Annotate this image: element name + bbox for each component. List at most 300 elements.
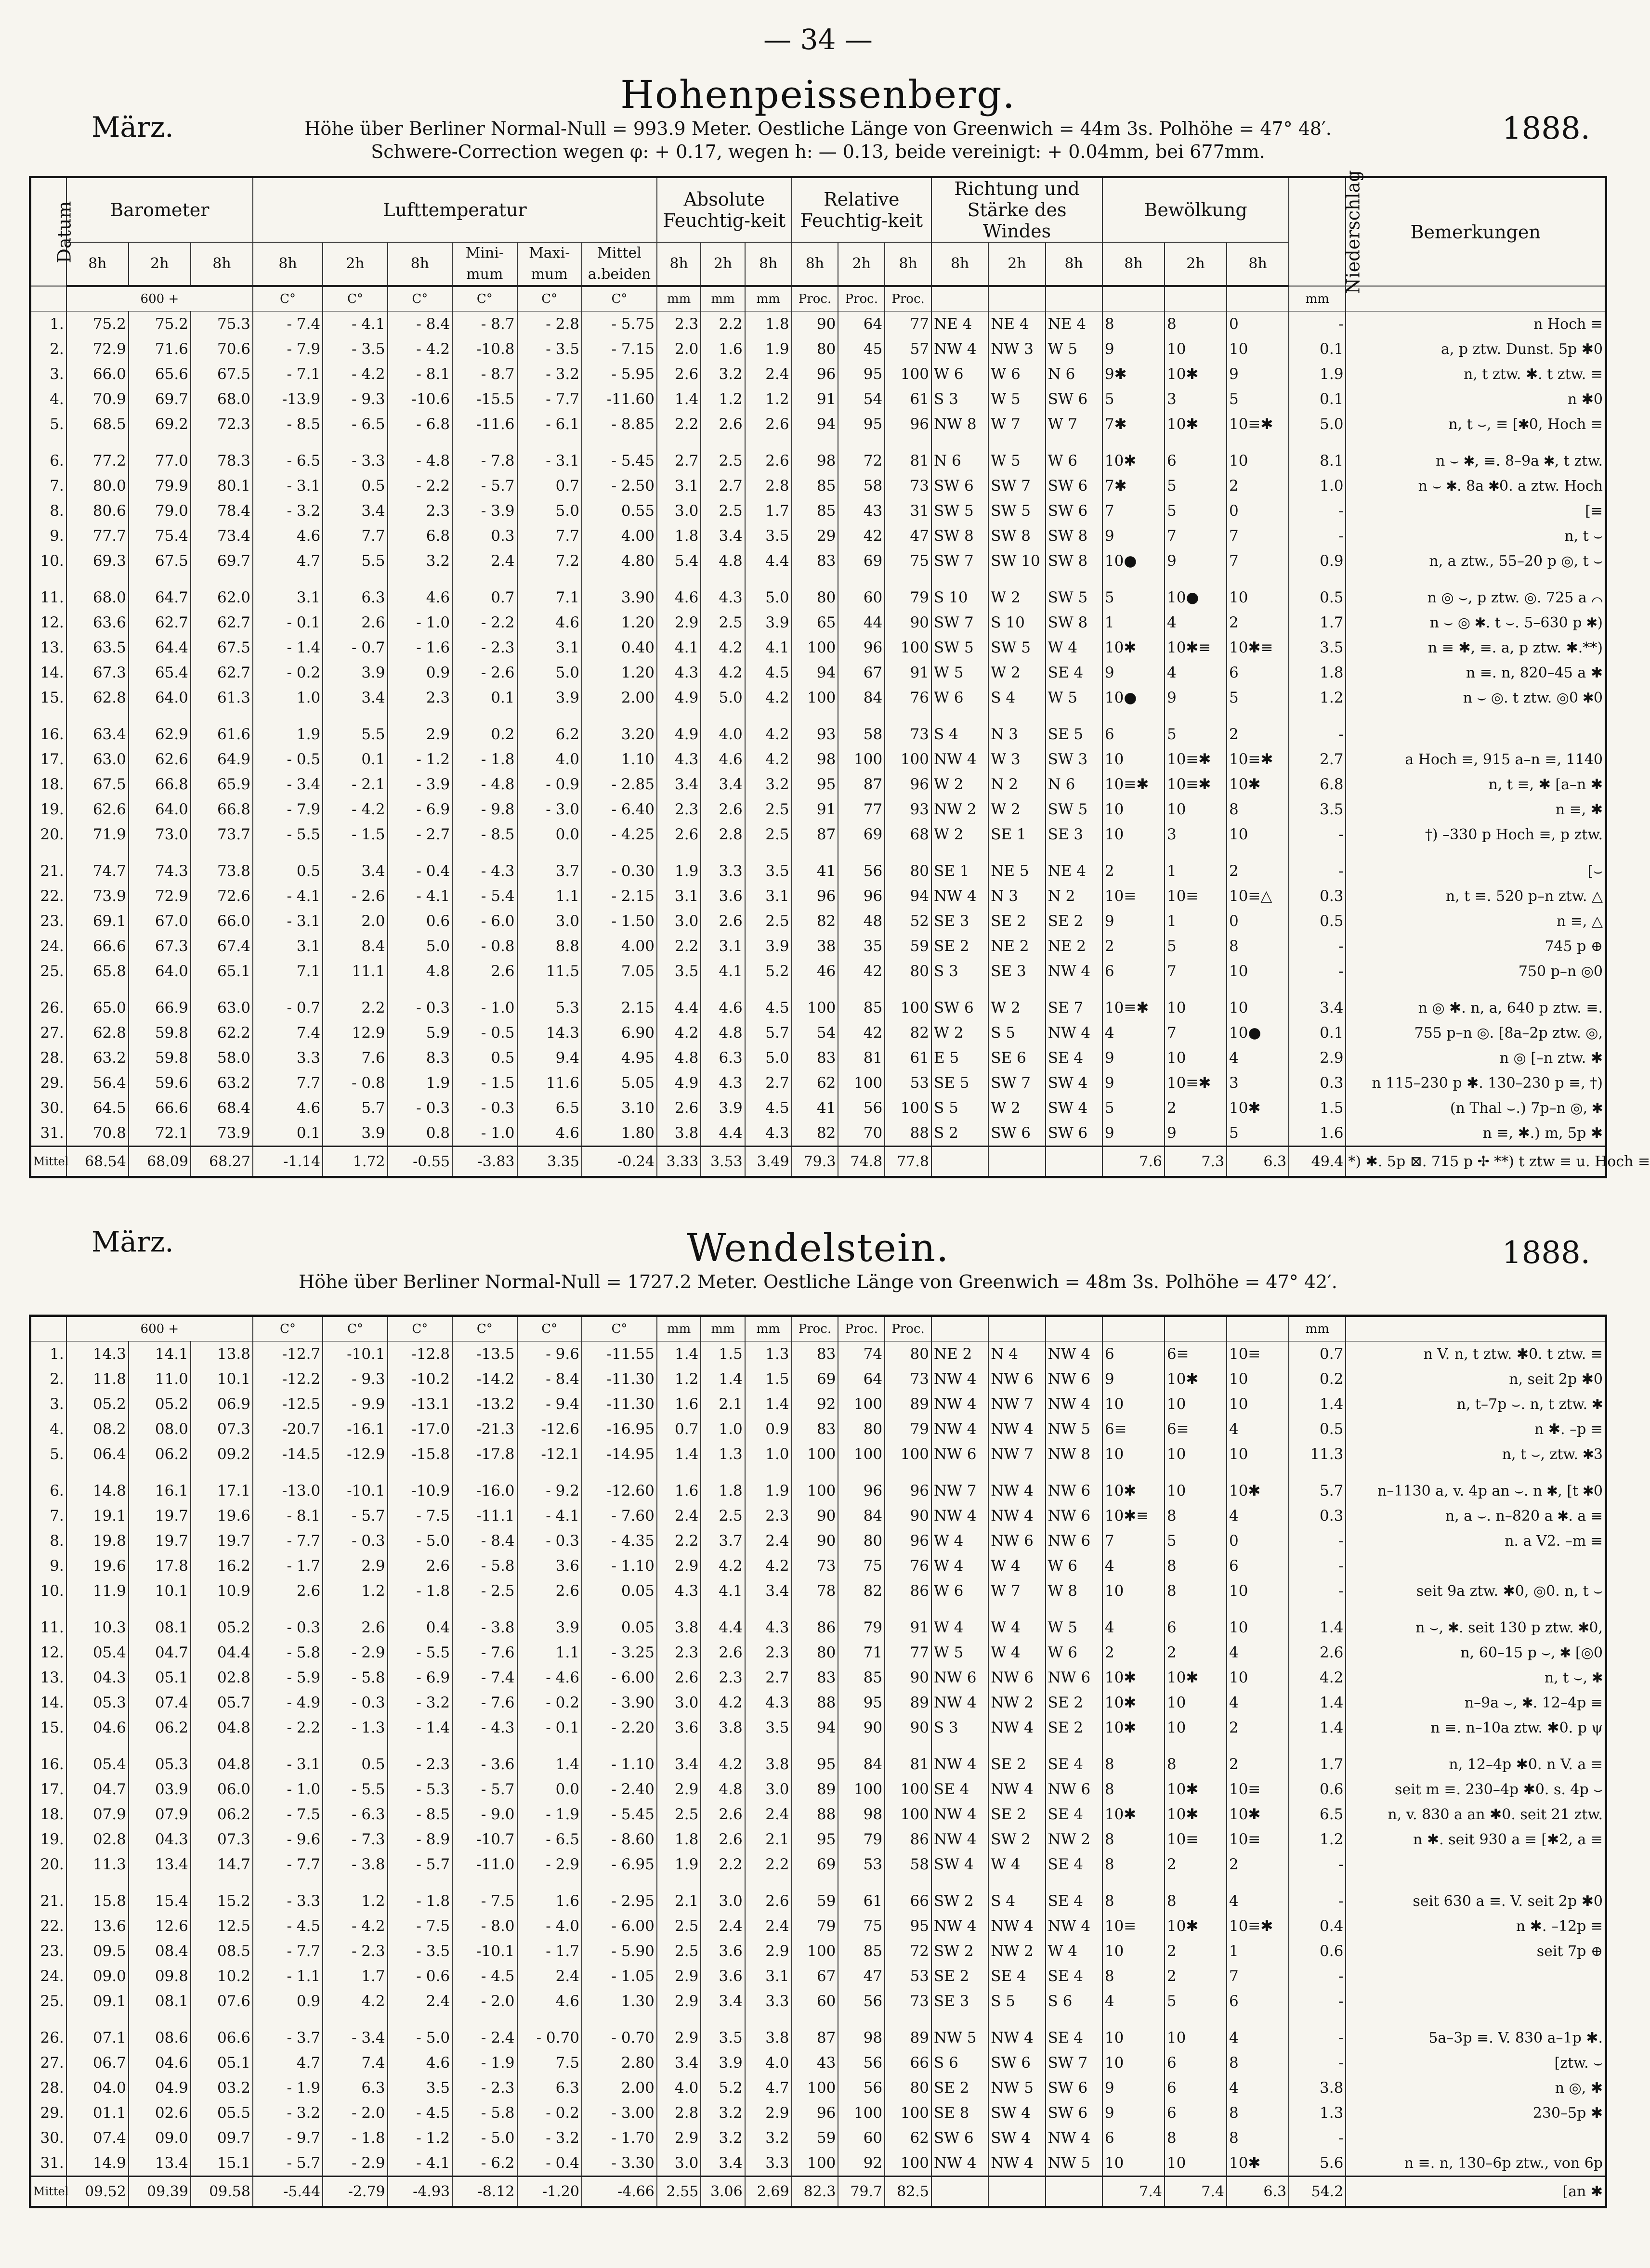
table-cell: 10✱ xyxy=(1102,1802,1165,1827)
table-cell: - 7.5 xyxy=(253,1802,323,1827)
gap-cell xyxy=(582,1467,657,1478)
table-cell: - 2.2 xyxy=(253,1715,323,1740)
table-cell: 4.8 xyxy=(701,1777,745,1802)
table-cell: 94 xyxy=(792,1715,838,1740)
table-cell: 02.6 xyxy=(129,2100,191,2125)
table-cell: 5.05 xyxy=(582,1070,657,1095)
table-cell: 43 xyxy=(792,2050,838,2075)
table-cell: 1.9 xyxy=(657,859,701,884)
table-cell: 67.3 xyxy=(129,934,191,959)
table-cell: 59 xyxy=(792,1889,838,1914)
table-cell: - 5.8 xyxy=(323,1665,387,1690)
table-cell: 5.0 xyxy=(517,660,582,685)
mittel-cell: 09.52 xyxy=(66,2177,129,2207)
table-cell: 0.4 xyxy=(388,1615,452,1640)
table-cell: 29. xyxy=(30,2100,66,2125)
table-cell: W 2 xyxy=(988,1095,1045,1121)
table-cell: - 8.4 xyxy=(452,1528,517,1553)
gap-cell xyxy=(517,1603,582,1615)
table-cell: NW 4 xyxy=(931,1752,988,1777)
table-cell: 8 xyxy=(1102,1852,1165,1877)
table-cell: 80 xyxy=(838,1417,885,1442)
units-cell xyxy=(30,286,66,312)
table-cell: -10.7 xyxy=(452,1827,517,1852)
table-cell: - 8.5 xyxy=(388,1802,452,1827)
gap-cell xyxy=(517,984,582,995)
table-cell: 11.5 xyxy=(517,959,582,984)
table-row xyxy=(30,995,1606,1020)
table-cell: 2 xyxy=(1227,473,1289,498)
table-cell: -12.8 xyxy=(388,1342,452,1367)
table-cell: S 10 xyxy=(931,585,988,610)
table-cell: - 7.4 xyxy=(253,312,323,337)
table-row xyxy=(30,660,1606,685)
table-cell: - 7.15 xyxy=(582,337,657,362)
table-cell: 03.9 xyxy=(129,1777,191,1802)
table-cell: -16.0 xyxy=(452,1478,517,1503)
table-cell: - 5.75 xyxy=(582,312,657,337)
gap-cell xyxy=(745,1740,792,1752)
table-cell: 8. xyxy=(30,498,66,523)
table-cell: 73.4 xyxy=(191,523,253,548)
table-cell: 73 xyxy=(885,1367,931,1392)
table-cell: NW 7 xyxy=(988,1442,1045,1467)
gap-cell xyxy=(931,1467,988,1478)
table-cell: 94 xyxy=(792,412,838,437)
table-cell: 4 xyxy=(1165,610,1227,635)
remark-cell: a Hoch ≡, 915 a–n ≡, 1140 xyxy=(1346,747,1606,772)
table-cell: - 3.4 xyxy=(323,2025,387,2050)
table-cell: 11.9 xyxy=(66,1578,129,1603)
table-cell: 08.0 xyxy=(129,1417,191,1442)
table-cell: 1.6 xyxy=(657,1392,701,1417)
table-cell: - 3.3 xyxy=(253,1889,323,1914)
table-cell: 07.3 xyxy=(191,1827,253,1852)
table-cell: 15. xyxy=(30,1715,66,1740)
table-cell: - 1.9 xyxy=(253,2075,323,2100)
gap-cell xyxy=(452,437,517,448)
table-cell: 4 xyxy=(1102,1989,1165,2014)
table-cell: 4.1 xyxy=(745,635,792,660)
gap-cell xyxy=(191,2014,253,2025)
mittel-cell: 79.3 xyxy=(792,1147,838,1177)
table-cell: - 4.1 xyxy=(517,1503,582,1528)
table-cell: 8.1 xyxy=(1289,448,1346,473)
remark-cell: n. a V2. –m ≡ xyxy=(1346,1528,1606,1553)
table-row xyxy=(30,1392,1606,1417)
table-cell: 10≡△ xyxy=(1227,884,1289,909)
units-cell xyxy=(988,286,1045,312)
table-cell: 73.9 xyxy=(191,1121,253,1147)
units-cell: Proc. xyxy=(838,286,885,312)
table-cell: 24. xyxy=(30,934,66,959)
row-gap xyxy=(30,1467,1606,1478)
sub-header: 8h xyxy=(66,242,129,286)
table-cell: - xyxy=(1289,1528,1346,1553)
table-cell: 4.9 xyxy=(657,1070,701,1095)
remark-cell xyxy=(1346,1553,1606,1578)
table-cell: 12.9 xyxy=(323,1020,387,1045)
table-cell: 6.5 xyxy=(1289,1802,1346,1827)
table-cell: 62.0 xyxy=(191,585,253,610)
table-cell: 3.4 xyxy=(701,523,745,548)
table-cell: 0.5 xyxy=(1289,1417,1346,1442)
lufttemperatur-header: Lufttemperatur xyxy=(253,177,657,243)
table-cell: - 0.70 xyxy=(582,2025,657,2050)
table-row xyxy=(30,859,1606,884)
table-cell: 30. xyxy=(30,1095,66,1121)
table-cell: 3.1 xyxy=(745,1964,792,1989)
table-cell: - 2.0 xyxy=(452,1989,517,2014)
table-cell: NW 8 xyxy=(931,412,988,437)
table-cell: W 6 xyxy=(931,362,988,387)
table-row xyxy=(30,1528,1606,1553)
gap-cell xyxy=(792,984,838,995)
table-cell: 09.8 xyxy=(129,1964,191,1989)
table-cell: 10≡✱ xyxy=(1102,772,1165,797)
table-cell: 2.1 xyxy=(701,1392,745,1417)
remark-cell: n 115–230 p ✱. 130–230 p ≡, †) xyxy=(1346,1070,1606,1095)
gap-cell xyxy=(701,710,745,722)
station-2-month: März. xyxy=(92,1225,174,1258)
table-cell: 76 xyxy=(885,685,931,710)
table-cell: 95 xyxy=(838,412,885,437)
table-cell: 64.4 xyxy=(129,635,191,660)
table-cell: - 1.9 xyxy=(517,1802,582,1827)
table-cell: NE 2 xyxy=(988,934,1045,959)
gap-cell xyxy=(792,1603,838,1615)
table-cell: 4.2 xyxy=(745,747,792,772)
table-cell: 0.4 xyxy=(1289,1914,1346,1939)
table-cell: - 2.3 xyxy=(452,2075,517,2100)
table-cell: 7 xyxy=(1227,548,1289,574)
table-row xyxy=(30,362,1606,387)
table-cell: 0.40 xyxy=(582,635,657,660)
table-cell: 85 xyxy=(838,995,885,1020)
gap-cell xyxy=(582,574,657,585)
table-cell: 56 xyxy=(838,2075,885,2100)
table-cell: S 6 xyxy=(931,2050,988,2075)
table-cell: 09.2 xyxy=(191,1442,253,1467)
table-cell: - 2.95 xyxy=(582,1889,657,1914)
table-cell: 08.1 xyxy=(129,1989,191,2014)
table-cell: 3.0 xyxy=(657,1690,701,1715)
gap-cell xyxy=(1165,2014,1227,2025)
table-cell: 1 xyxy=(1102,610,1165,635)
table-cell: 75 xyxy=(885,548,931,574)
table-cell: - xyxy=(1289,523,1346,548)
table-cell: 07.3 xyxy=(191,1417,253,1442)
gap-cell xyxy=(66,1877,129,1889)
gap-cell xyxy=(66,1467,129,1478)
table-cell: - 6.3 xyxy=(323,1802,387,1827)
table-cell: 85 xyxy=(792,498,838,523)
table-cell: 83 xyxy=(792,1045,838,1070)
mittel-cell: 2.55 xyxy=(657,2177,701,2207)
table-cell: NE 4 xyxy=(1046,859,1102,884)
table-cell: 10 xyxy=(1165,1478,1227,1503)
table-cell: 67.5 xyxy=(129,548,191,574)
table-cell: 5.0 xyxy=(745,1045,792,1070)
table-cell: NW 4 xyxy=(988,1914,1045,1939)
table-cell: 0 xyxy=(1227,498,1289,523)
table-cell: 4.3 xyxy=(701,585,745,610)
table-cell: 73.8 xyxy=(191,859,253,884)
table-cell: SE 2 xyxy=(931,2075,988,2100)
gap-cell xyxy=(931,1877,988,1889)
gap-cell xyxy=(1289,437,1346,448)
table-row xyxy=(30,2025,1606,2050)
table-cell: 9.4 xyxy=(517,1045,582,1070)
table-cell: 9 xyxy=(1102,660,1165,685)
table-cell: 96 xyxy=(792,884,838,909)
sub-header: 2h xyxy=(838,242,885,286)
gap-cell xyxy=(129,574,191,585)
table-cell: - 8.0 xyxy=(452,1914,517,1939)
table-cell: 3.5 xyxy=(701,2025,745,2050)
gap-cell xyxy=(1102,437,1165,448)
units-cell: 600 + xyxy=(66,1316,253,1342)
table-cell: 2.6 xyxy=(701,1802,745,1827)
gap-cell xyxy=(191,574,253,585)
table-cell: 8.4 xyxy=(323,934,387,959)
table-cell: 8 xyxy=(1165,1578,1227,1603)
table-cell: 3.20 xyxy=(582,722,657,747)
table-cell: 4 xyxy=(1102,1020,1165,1045)
table-cell: 2.4 xyxy=(517,1964,582,1989)
table-cell: - 7.7 xyxy=(253,1852,323,1877)
gap-cell xyxy=(388,847,452,859)
table-cell: 8 xyxy=(1165,312,1227,337)
table-cell: - 1.0 xyxy=(452,1121,517,1147)
gap-cell xyxy=(253,437,323,448)
table-cell: 10 xyxy=(1102,1578,1165,1603)
remark-cell: n, t–7p ⌣. n, t ztw. ✱ xyxy=(1346,1392,1606,1417)
table-cell: 04.6 xyxy=(129,2050,191,2075)
table-cell: 1.7 xyxy=(1289,1752,1346,1777)
table-cell: 10 xyxy=(1165,1690,1227,1715)
table-cell: -12.1 xyxy=(517,1442,582,1467)
table-cell: 4.8 xyxy=(657,1045,701,1070)
table-cell: - 3.2 xyxy=(253,498,323,523)
gap-cell xyxy=(388,1740,452,1752)
remark-cell: n, t ≡, ✱ [a–n ✱ xyxy=(1346,772,1606,797)
table-cell: - 3.9 xyxy=(452,498,517,523)
table-cell: 59.8 xyxy=(129,1045,191,1070)
gap-cell xyxy=(745,1877,792,1889)
table-cell: 10≡✱ xyxy=(1102,995,1165,1020)
table-cell: 84 xyxy=(838,1752,885,1777)
table-cell: NW 5 xyxy=(988,2075,1045,2100)
gap-cell xyxy=(1289,1603,1346,1615)
table-cell: 4.2 xyxy=(701,635,745,660)
table-cell: 77.7 xyxy=(66,523,129,548)
table-cell: 71.9 xyxy=(66,822,129,847)
table-cell: - 4.8 xyxy=(452,772,517,797)
table-cell: SE 3 xyxy=(988,959,1045,984)
table-cell: 3.4 xyxy=(323,498,387,523)
table-cell: - 5.7 xyxy=(388,1852,452,1877)
table-cell: W 2 xyxy=(988,995,1045,1020)
table-cell: -14.95 xyxy=(582,1442,657,1467)
table-cell: 2.9 xyxy=(388,722,452,747)
station-1-table xyxy=(29,169,1650,1178)
table-cell: 6 xyxy=(1102,1342,1165,1367)
gap-cell xyxy=(253,847,323,859)
table-row xyxy=(30,1095,1606,1121)
table-cell: 10 xyxy=(1165,2151,1227,2177)
table-cell: 80 xyxy=(792,337,838,362)
table-cell: 10● xyxy=(1102,685,1165,710)
units-cell: C° xyxy=(253,286,323,312)
remark-cell: n, t ⌣, ztw. ✱3 xyxy=(1346,1442,1606,1467)
table-row xyxy=(30,1852,1606,1877)
table-cell: W 6 xyxy=(931,685,988,710)
table-row xyxy=(30,1442,1606,1467)
table-cell: 81 xyxy=(885,1752,931,1777)
table-cell: 62.9 xyxy=(129,722,191,747)
gap-cell xyxy=(191,437,253,448)
table-cell: 10 xyxy=(1165,1045,1227,1070)
table-cell: 10≡✱ xyxy=(1165,772,1227,797)
table-cell: 96 xyxy=(838,635,885,660)
table-cell: 75.4 xyxy=(129,523,191,548)
table-row xyxy=(30,1640,1606,1665)
table-cell: 79 xyxy=(838,1615,885,1640)
table-cell: 1.2 xyxy=(323,1889,387,1914)
table-cell: - 4.1 xyxy=(253,884,323,909)
table-cell: -13.2 xyxy=(452,1392,517,1417)
table-cell: 4 xyxy=(1227,2075,1289,2100)
table-cell: SE 3 xyxy=(1046,822,1102,847)
table-cell: NW 4 xyxy=(988,1503,1045,1528)
table-cell: 2.4 xyxy=(452,548,517,574)
gap-cell xyxy=(30,710,66,722)
table-cell: 07.1 xyxy=(66,2025,129,2050)
table-cell: 100 xyxy=(792,1939,838,1964)
gap-cell xyxy=(388,1877,452,1889)
table-row xyxy=(30,473,1606,498)
table-cell: 14.9 xyxy=(66,2151,129,2177)
table-row xyxy=(30,1417,1606,1442)
gap-cell xyxy=(129,2014,191,2025)
table-cell: NW 4 xyxy=(1046,1342,1102,1367)
table-cell: - 8.4 xyxy=(517,1367,582,1392)
table-cell: 1.9 xyxy=(388,1070,452,1095)
table-cell: 7.4 xyxy=(323,2050,387,2075)
table-cell: 6 xyxy=(1227,660,1289,685)
table-cell: 1.0 xyxy=(701,1417,745,1442)
table-cell: SW 6 xyxy=(1046,387,1102,412)
table-cell: 3. xyxy=(30,1392,66,1417)
table-cell: - 0.7 xyxy=(253,995,323,1020)
table-cell: 11.3 xyxy=(1289,1442,1346,1467)
table-cell: 3.0 xyxy=(657,909,701,934)
table-cell: 3.8 xyxy=(745,1752,792,1777)
table-cell: 6 xyxy=(1227,1553,1289,1578)
table-cell: SE 6 xyxy=(988,1045,1045,1070)
station-2-title: Wendelstein. xyxy=(686,1225,950,1270)
gap-cell xyxy=(388,574,452,585)
table-cell: 6 xyxy=(1165,448,1227,473)
table-cell: 4.2 xyxy=(701,1752,745,1777)
table-cell: W 4 xyxy=(988,1553,1045,1578)
table-cell: 13.8 xyxy=(191,1342,253,1367)
table-cell: 66.8 xyxy=(129,772,191,797)
gap-cell xyxy=(388,984,452,995)
table-cell: - 0.8 xyxy=(452,934,517,959)
table-cell: 1.80 xyxy=(582,1121,657,1147)
table-cell: SW 5 xyxy=(988,498,1045,523)
table-cell: 5.2 xyxy=(701,2075,745,2100)
gap-cell xyxy=(30,1603,66,1615)
remark-cell: n ≡, ✱.) m, 5p ✱ xyxy=(1346,1121,1606,1147)
table-cell: 3.0 xyxy=(657,498,701,523)
table-cell: 100 xyxy=(838,1442,885,1467)
table-cell: 10 xyxy=(1165,337,1227,362)
table-cell: 7.6 xyxy=(323,1045,387,1070)
table-cell: 3 xyxy=(1165,822,1227,847)
station-1-header xyxy=(0,72,1636,163)
gap-cell xyxy=(30,2014,66,2025)
gap-cell xyxy=(838,2014,885,2025)
gap-cell xyxy=(885,437,931,448)
table-cell: 1.9 xyxy=(1289,362,1346,387)
table-cell: 5 xyxy=(1165,722,1227,747)
table-row xyxy=(30,610,1606,635)
table-cell: 10.2 xyxy=(191,1964,253,1989)
table-cell: SW 4 xyxy=(1046,1070,1102,1095)
gap-cell xyxy=(657,2014,701,2025)
table-cell: 4.0 xyxy=(517,747,582,772)
table-cell: 96 xyxy=(838,884,885,909)
table-cell: 87 xyxy=(792,822,838,847)
table-cell: SE 4 xyxy=(1046,1045,1102,1070)
table-cell: 1.4 xyxy=(1289,1615,1346,1640)
units-cell xyxy=(1046,1316,1102,1342)
table-cell: 04.8 xyxy=(191,1752,253,1777)
table-cell: 1.6 xyxy=(1289,1121,1346,1147)
table-cell: 3.5 xyxy=(745,859,792,884)
gap-cell xyxy=(792,1467,838,1478)
remark-cell xyxy=(1346,1964,1606,1989)
table-cell: 4.2 xyxy=(701,1553,745,1578)
station-2-table xyxy=(29,1315,1607,2208)
units-cell: mm xyxy=(657,1316,701,1342)
table-cell: SE 2 xyxy=(988,1752,1045,1777)
table-cell: 72.9 xyxy=(129,884,191,909)
table-cell: NW 4 xyxy=(931,2151,988,2177)
table-cell: 9 xyxy=(1102,523,1165,548)
mittel-cell: 82.5 xyxy=(885,2177,931,2207)
table-cell: 47 xyxy=(838,1964,885,1989)
table-cell: 10 xyxy=(1227,448,1289,473)
table-cell: 2.5 xyxy=(701,1503,745,1528)
table-cell: 7✱ xyxy=(1102,412,1165,437)
gap-cell xyxy=(838,1467,885,1478)
table-cell: 1 xyxy=(1165,859,1227,884)
table-cell: - 0.2 xyxy=(517,1690,582,1715)
table-cell: - 6.00 xyxy=(582,1665,657,1690)
table-cell: - 2.6 xyxy=(452,660,517,685)
gap-cell xyxy=(931,2014,988,2025)
mittel-cell: 77.8 xyxy=(885,1147,931,1177)
units-cell xyxy=(931,286,988,312)
table-cell: 2.9 xyxy=(657,1553,701,1578)
table-cell: SE 5 xyxy=(931,1070,988,1095)
gap-cell xyxy=(838,1603,885,1615)
gap-cell xyxy=(1346,2014,1606,2025)
